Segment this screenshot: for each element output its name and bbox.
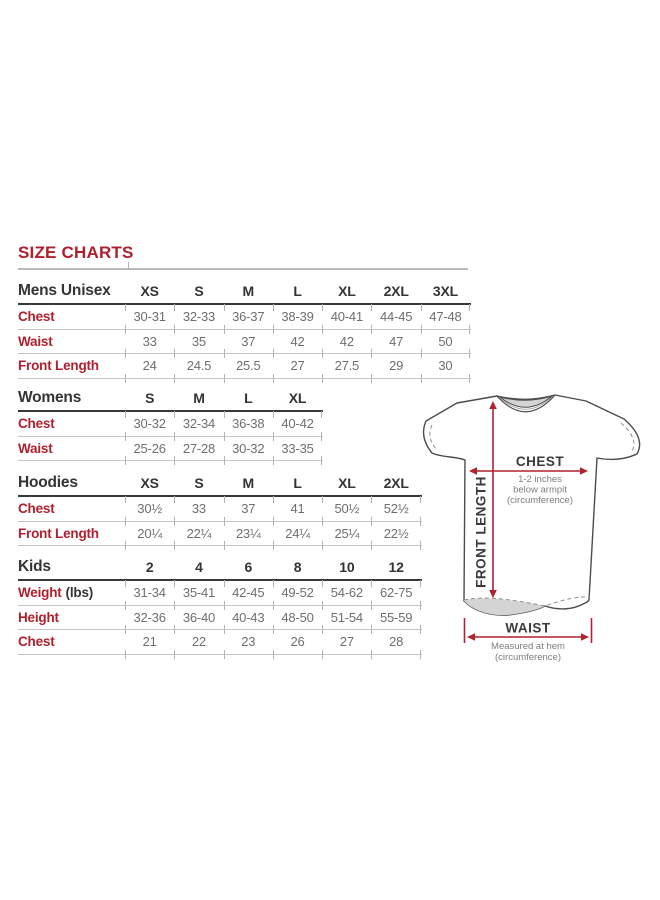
size-value: 41 bbox=[273, 497, 322, 521]
size-col-header: 3XL bbox=[421, 278, 470, 303]
table-row bbox=[18, 305, 471, 330]
row-label: Chest bbox=[18, 416, 55, 432]
size-col-header: 4 bbox=[174, 554, 223, 579]
size-value: 30-31 bbox=[125, 305, 174, 329]
row-label: Chest bbox=[18, 634, 55, 650]
row-label: Chest bbox=[18, 309, 55, 325]
row-label: Front Length bbox=[18, 525, 99, 541]
hoodies-table bbox=[18, 470, 422, 546]
size-col-header: 10 bbox=[322, 554, 371, 579]
kids-table bbox=[18, 554, 422, 655]
size-col-header: 8 bbox=[273, 554, 322, 579]
size-value: 47-48 bbox=[421, 305, 470, 329]
arrowhead-right-icon bbox=[581, 633, 589, 641]
size-value: 55-59 bbox=[371, 606, 420, 630]
size-col-header: S bbox=[125, 385, 174, 410]
size-value: 40-42 bbox=[273, 412, 322, 436]
size-value: 32-34 bbox=[174, 412, 223, 436]
mens-unisex-table bbox=[18, 278, 471, 379]
size-value: 27-28 bbox=[174, 437, 223, 461]
size-value: 25¼ bbox=[322, 522, 371, 546]
size-col-header: 2XL bbox=[371, 278, 420, 303]
size-value: 33 bbox=[125, 330, 174, 354]
size-value: 24 bbox=[125, 354, 174, 378]
size-value: 40-43 bbox=[224, 606, 273, 630]
size-value: 35 bbox=[174, 330, 223, 354]
size-value: 23 bbox=[224, 630, 273, 654]
table-header-row bbox=[18, 470, 422, 497]
size-value: 24¼ bbox=[273, 522, 322, 546]
size-value: 54-62 bbox=[322, 581, 371, 605]
size-value: 62-75 bbox=[371, 581, 420, 605]
size-value: 37 bbox=[224, 497, 273, 521]
size-value: 21 bbox=[125, 630, 174, 654]
size-value: 36-40 bbox=[174, 606, 223, 630]
row-label: Front Length bbox=[18, 358, 99, 374]
size-col-header: L bbox=[224, 385, 273, 410]
size-col-header: 6 bbox=[224, 554, 273, 579]
page-title: SIZE CHARTS bbox=[18, 243, 468, 270]
size-value: 30½ bbox=[125, 497, 174, 521]
table-row bbox=[18, 412, 323, 437]
womens-table bbox=[18, 385, 323, 461]
size-col-header: M bbox=[174, 385, 223, 410]
size-value: 30-32 bbox=[224, 437, 273, 461]
size-value: 42 bbox=[273, 330, 322, 354]
size-value: 50 bbox=[421, 330, 470, 354]
size-value: 23¼ bbox=[224, 522, 273, 546]
size-value: 22½ bbox=[371, 522, 420, 546]
chest-note-line2: below armpit bbox=[513, 484, 567, 496]
size-col-header: XL bbox=[322, 278, 371, 303]
table-title: Mens Unisex bbox=[18, 281, 111, 299]
table-row bbox=[18, 522, 422, 547]
size-value: 30-32 bbox=[125, 412, 174, 436]
size-value: 51-54 bbox=[322, 606, 371, 630]
table-header-row bbox=[18, 278, 471, 305]
row-label: Chest bbox=[18, 501, 55, 517]
size-value: 24.5 bbox=[174, 354, 223, 378]
size-value: 27 bbox=[322, 630, 371, 654]
table-header-row bbox=[18, 554, 422, 581]
size-col-header: 12 bbox=[371, 554, 420, 579]
size-value: 47 bbox=[371, 330, 420, 354]
size-value: 35-41 bbox=[174, 581, 223, 605]
table-row bbox=[18, 437, 323, 462]
table-row bbox=[18, 630, 422, 655]
size-col-header: XL bbox=[273, 385, 322, 410]
front-length-label: FRONT LENGTH bbox=[473, 476, 489, 588]
size-col-header: M bbox=[224, 278, 273, 303]
size-col-header: S bbox=[174, 470, 223, 495]
row-label-text: Weight bbox=[18, 585, 62, 601]
size-value: 44-45 bbox=[371, 305, 420, 329]
waist-note-line2: (circumference) bbox=[495, 652, 561, 663]
size-value: 25.5 bbox=[224, 354, 273, 378]
size-value: 29 bbox=[371, 354, 420, 378]
chest-note-line1: 1-2 inches bbox=[518, 474, 562, 485]
size-value: 38-39 bbox=[273, 305, 322, 329]
size-value: 27 bbox=[273, 354, 322, 378]
size-value: 50½ bbox=[322, 497, 371, 521]
size-value: 25-26 bbox=[125, 437, 174, 461]
table-row bbox=[18, 606, 422, 631]
row-label: Waist bbox=[18, 440, 53, 456]
size-col-header: 2XL bbox=[371, 470, 420, 495]
table-title: Hoodies bbox=[18, 473, 78, 491]
size-value: 42-45 bbox=[224, 581, 273, 605]
row-label bbox=[18, 581, 125, 605]
size-value: 20¼ bbox=[125, 522, 174, 546]
table-header-row bbox=[18, 385, 323, 412]
size-value: 22¼ bbox=[174, 522, 223, 546]
arrowhead-left-icon bbox=[467, 633, 475, 641]
size-value: 31-34 bbox=[125, 581, 174, 605]
row-label: Height bbox=[18, 609, 59, 625]
chest-note-line3: (circumference) bbox=[507, 495, 573, 506]
size-col-header: XS bbox=[125, 470, 174, 495]
size-col-header: L bbox=[273, 470, 322, 495]
size-value: 26 bbox=[273, 630, 322, 654]
table-row bbox=[18, 581, 422, 606]
size-col-header: 2 bbox=[125, 554, 174, 579]
size-value: 52½ bbox=[371, 497, 420, 521]
table-title: Womens bbox=[18, 388, 82, 406]
size-value: 40-41 bbox=[322, 305, 371, 329]
size-value: 32-33 bbox=[174, 305, 223, 329]
size-value: 32-36 bbox=[125, 606, 174, 630]
size-col-header: M bbox=[224, 470, 273, 495]
table-title: Kids bbox=[18, 557, 51, 575]
size-value: 37 bbox=[224, 330, 273, 354]
size-value: 48-50 bbox=[273, 606, 322, 630]
size-col-header: XS bbox=[125, 278, 174, 303]
table-row bbox=[18, 497, 422, 522]
size-col-header: S bbox=[174, 278, 223, 303]
waist-note-line1: Measured at hem bbox=[491, 641, 565, 652]
size-value: 36-37 bbox=[224, 305, 273, 329]
row-label-unit: (lbs) bbox=[65, 585, 94, 601]
size-value: 33 bbox=[174, 497, 223, 521]
size-col-header: XL bbox=[322, 470, 371, 495]
size-value: 30 bbox=[421, 354, 470, 378]
size-col-header: L bbox=[273, 278, 322, 303]
size-value: 49-52 bbox=[273, 581, 322, 605]
waist-label: WAIST bbox=[505, 620, 551, 636]
tshirt-measurement-diagram bbox=[420, 388, 660, 664]
table-row bbox=[18, 354, 471, 379]
size-value: 27.5 bbox=[322, 354, 371, 378]
row-label: Waist bbox=[18, 333, 53, 349]
size-value: 42 bbox=[322, 330, 371, 354]
size-value: 36-38 bbox=[224, 412, 273, 436]
size-value: 22 bbox=[174, 630, 223, 654]
size-value: 28 bbox=[371, 630, 420, 654]
table-row bbox=[18, 330, 471, 355]
size-value: 33-35 bbox=[273, 437, 322, 461]
chest-label: CHEST bbox=[515, 454, 565, 469]
